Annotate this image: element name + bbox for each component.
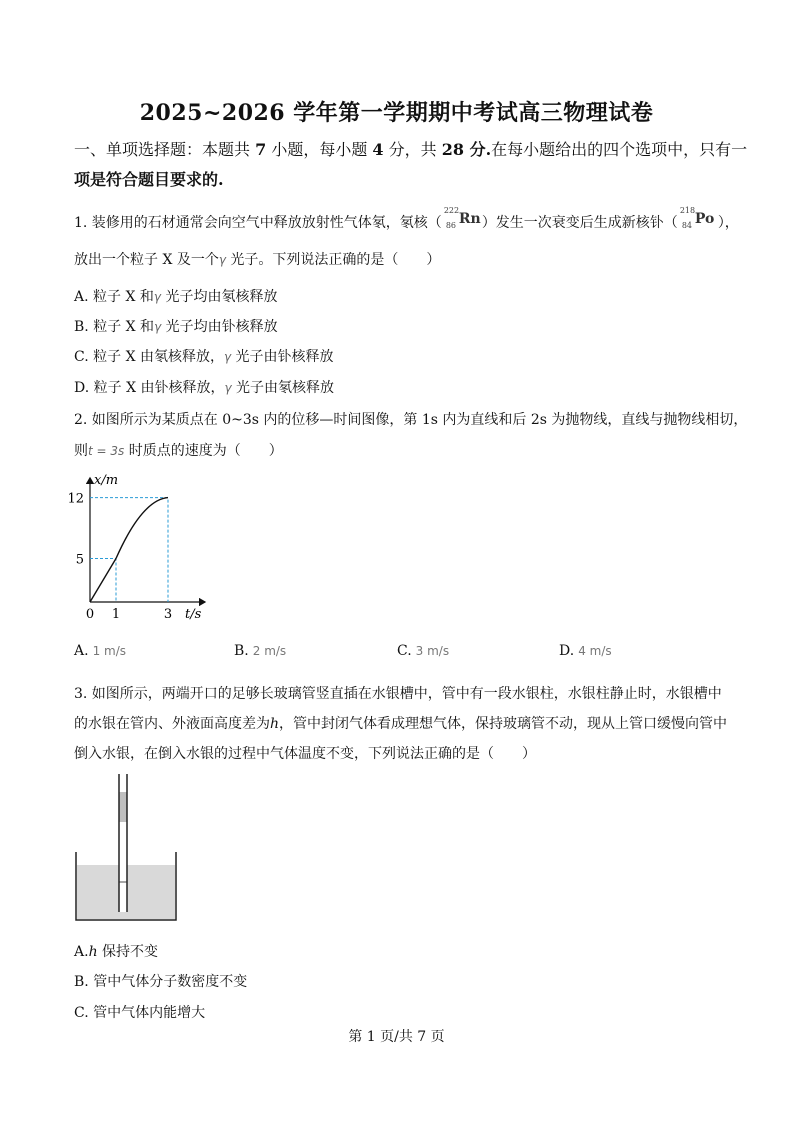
q2-option-b[interactable] xyxy=(234,643,286,659)
gamma-symbol: γ xyxy=(224,381,232,395)
option-label: C. xyxy=(397,643,412,659)
gamma-symbol: γ xyxy=(154,320,162,334)
radon-nucleus-symbol xyxy=(443,206,481,230)
height-symbol: h xyxy=(270,716,280,732)
section-heading-line1 xyxy=(74,137,747,160)
section-text: 一、单项选择题：本题共 xyxy=(74,140,256,159)
section-text: 在每小题给出的四个选项中，只有一 xyxy=(491,140,748,159)
option-text: A. xyxy=(74,944,89,960)
gamma-symbol: γ xyxy=(218,253,226,267)
q2-stem-line1: 2. 如图所示为某质点在 0~3s 内的位移—时间图像，第 1s 内为直线和后 2s 为抛物线，直线与抛物线相切， xyxy=(74,412,748,428)
option-label: B. xyxy=(234,643,249,659)
q3-option-b[interactable]: B. 管中气体分子数密度不变 xyxy=(74,974,248,990)
section-text: 分，共 xyxy=(383,140,442,159)
po-atomic-number: 84 xyxy=(681,221,692,230)
option-label: D. xyxy=(559,643,575,659)
q2-option-d[interactable] xyxy=(559,643,612,659)
option-text: 光子由钋核释放 xyxy=(231,349,334,365)
score-total: 28 xyxy=(441,140,465,159)
option-value: 4 m/s xyxy=(578,644,612,658)
x-axis-label: t/s xyxy=(185,607,202,622)
q3-option-c[interactable]: C. 管中气体内能增大 xyxy=(74,1005,206,1021)
guide-dashed-line xyxy=(90,498,168,602)
q3-text: ，管中封闭气体看成理想气体，保持玻璃管不动，现从上管口缓慢向管中 xyxy=(279,716,728,732)
option-text: 光子均由氡核释放 xyxy=(161,289,278,305)
gamma-symbol: γ xyxy=(153,290,161,304)
option-value: 1 m/s xyxy=(92,644,126,658)
series-line-segment xyxy=(90,559,116,603)
po-element: Po xyxy=(694,211,715,227)
x-tick-label: 1 xyxy=(111,607,121,622)
q1-option-b[interactable] xyxy=(74,316,278,336)
option-text: B. 粒子 X 和 xyxy=(74,319,155,335)
q1-text: 放出一个粒子 X 及一个 xyxy=(74,252,219,268)
q1-text: ）， xyxy=(717,215,739,231)
rn-element: Rn xyxy=(458,211,481,227)
q3-text: 的水银在管内、外液面高度差为 xyxy=(74,716,270,732)
q3-option-a[interactable] xyxy=(74,941,158,961)
q1-option-a[interactable] xyxy=(74,286,277,306)
q1-option-c[interactable] xyxy=(74,346,334,366)
rn-mass-number: 222 xyxy=(443,206,460,215)
tube-interior-gap xyxy=(120,862,127,912)
page-title: 2025~2026 学年第一学期期中考试高三物理试卷 xyxy=(139,100,654,126)
height-symbol: h xyxy=(88,944,98,960)
series-parabola xyxy=(116,498,168,559)
option-text: D. 粒子 X 由钋核释放， xyxy=(74,380,225,396)
page-footer: 第 1 页/共 7 页 xyxy=(348,1029,445,1045)
option-text: 光子均由钋核释放 xyxy=(161,319,278,335)
x-tick-label: 3 xyxy=(163,607,173,622)
y-tick-label: 5 xyxy=(75,552,84,568)
q2-stem-line2 xyxy=(74,440,283,460)
q3-stem-line3: 倒入水银，在倒入水银的过程中气体温度不变，下列说法正确的是（ ） xyxy=(74,746,536,762)
option-value: 3 m/s xyxy=(415,644,450,658)
q1-option-d[interactable] xyxy=(74,377,334,397)
option-text: C. 粒子 X 由氡核释放， xyxy=(74,349,224,365)
q2-text: 时质点的速度为（ ） xyxy=(124,443,283,459)
rn-atomic-number: 86 xyxy=(445,221,456,230)
mercury-column xyxy=(120,792,127,822)
section-heading-line2: 项是符合题目要求的. xyxy=(74,170,224,189)
q1-text: ）发生一次衰变后生成新核钋（ xyxy=(481,215,678,231)
q3-stem-line2 xyxy=(74,713,727,733)
q1-stem-line1 xyxy=(74,206,739,232)
gamma-symbol: γ xyxy=(223,350,232,364)
option-text: 保持不变 xyxy=(97,944,159,960)
q2-option-a[interactable] xyxy=(74,643,126,659)
option-value: 2 m/s xyxy=(252,644,287,658)
mercury-tube-diagram xyxy=(70,770,185,925)
q3-stem-line1: 3. 如图所示，两端开口的足够长玻璃管竖直插在水银槽中，管中有一段水银柱，水银柱静止时，水银槽中 xyxy=(74,686,722,702)
section-text: 小题，每小题 xyxy=(266,140,373,159)
y-tick-label: 12 xyxy=(67,491,84,507)
q1-text: 光子。下列说法正确的是（ ） xyxy=(225,252,441,268)
q2-text: 则 xyxy=(74,443,88,459)
option-text: 光子由氡核释放 xyxy=(231,380,335,396)
section-text: 分. xyxy=(464,140,492,159)
displacement-time-chart xyxy=(60,470,220,630)
q1-stem-line2 xyxy=(74,249,440,269)
q2-option-c[interactable] xyxy=(397,643,449,659)
y-axis-label: x/m xyxy=(94,473,119,488)
x-tick-label: 0 xyxy=(85,607,95,622)
question-count: 7 xyxy=(255,140,267,159)
score-each: 4 xyxy=(372,140,384,159)
polonium-nucleus-symbol xyxy=(679,206,716,230)
q1-text: 1. 装修用的石材通常会向空气中释放放射性气体氡，氡核（ xyxy=(74,215,442,231)
option-label: A. xyxy=(74,643,89,659)
po-mass-number: 218 xyxy=(679,206,696,215)
option-text: A. 粒子 X 和 xyxy=(74,289,154,305)
time-expression: t = 3s xyxy=(88,444,125,458)
